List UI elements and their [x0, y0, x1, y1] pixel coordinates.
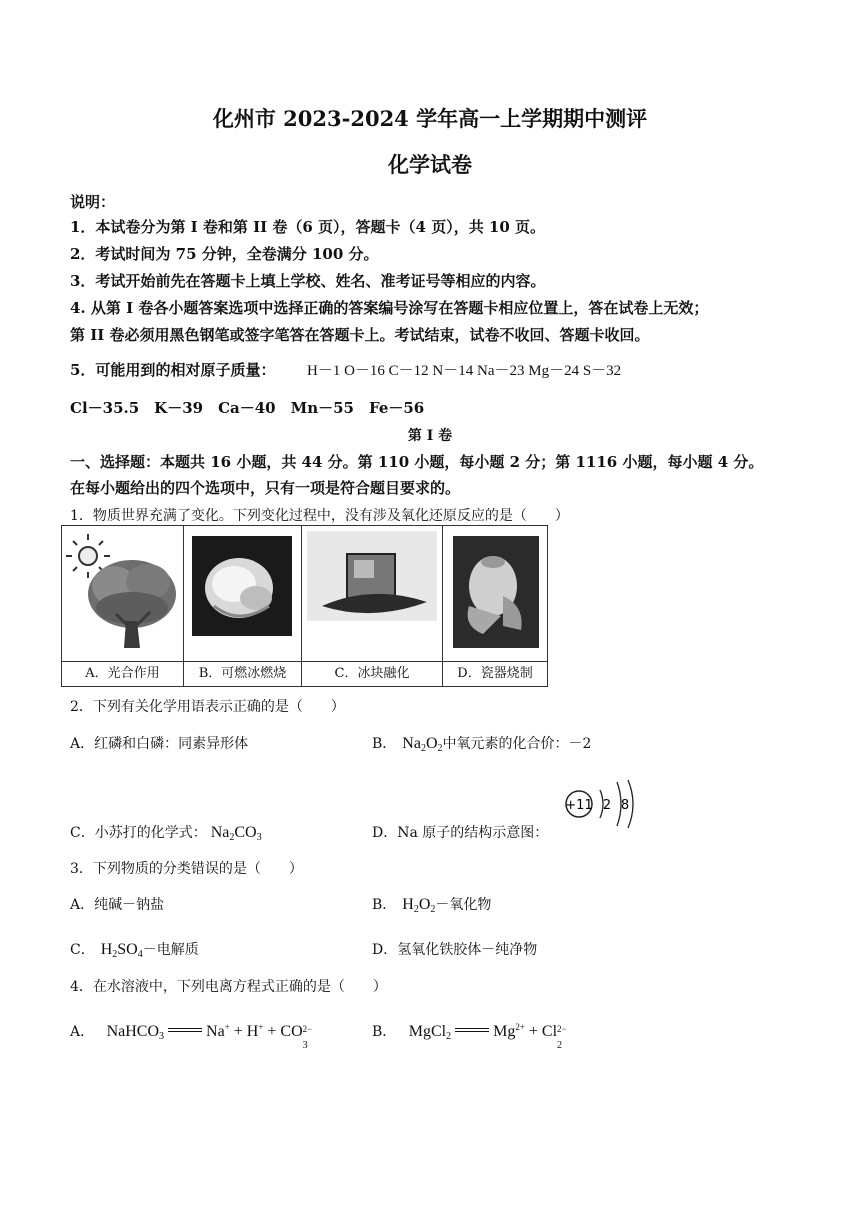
na-atom-structure-diagram [562, 776, 642, 832]
q2-option-b: B． $Na_2O_2$中氧元素的化合价：－2 [372, 735, 592, 754]
section-instructions: 一、选择题：本题共 16 小题，共 44 分。第 110 小题，每小题 2 分；第 1116 小题，每小题 4 分。 [70, 453, 764, 471]
q3-option-a: A．纯碱－钠盐 [70, 897, 165, 913]
q3-option-b: B． $H_2O_2-$氧化物 [372, 896, 492, 915]
tree-sun-image [62, 526, 183, 661]
q3-option-c: C． $H_2SO_4-$电解质 [70, 941, 199, 960]
option-a-label: A．光合作用 [85, 666, 160, 681]
note-item: 2．考试时间为 75 分钟，全卷满分 100 分。 [70, 245, 379, 263]
note-item-5-label: 5．可能用到的相对原子质量： [70, 361, 276, 379]
combustible-ice-image [184, 526, 301, 661]
question-2-stem: 2．下列有关化学用语表示正确的是（ ） [70, 699, 345, 715]
question-1-stem: 1．物质世界充满了变化。下列变化过程中，没有涉及氧化还原反应的是（ ） [70, 508, 569, 524]
q4-option-b: B． MgCl$_2$ $Mg^{2+} + Cl$ 2− 2 [372, 1022, 567, 1051]
notes-heading: 说明： [70, 193, 116, 211]
section-instructions-2: 在每小题给出的四个选项中，只有一项是符合题目要求的。 [70, 479, 461, 497]
part1-heading: 第 I 卷 [407, 428, 453, 444]
exam-title: 化州市 2023-2024 学年高一上学期期中测评 [212, 106, 648, 131]
question-1-options-table [61, 525, 548, 687]
note-item: 1．本试卷分为第 I 卷和第 II 卷（6 页），答题卡（4 页），共 10 页。 [70, 218, 546, 236]
q2-option-d: D．Na 原子的结构示意图： [372, 825, 549, 841]
tree-icon [88, 560, 176, 648]
svg-text:2: 2 [602, 798, 612, 813]
exam-subtitle: 化学试卷 [388, 152, 472, 177]
option-d-label: D．瓷器烧制 [457, 666, 533, 681]
svg-text:8: 8 [620, 798, 630, 813]
q4-option-a: A． NaHCO$_3$ Na+ + H+ + CO 2− 3 [70, 1022, 313, 1051]
svg-text:+11: +11 [565, 798, 593, 813]
option-b-label: B．可燃冰燃烧 [198, 666, 287, 681]
note-item: 4. 从第 I 卷各小题答案选项中选择正确的答案编号涂写在答题卡相应位置上，答在试卷上无效； [70, 299, 709, 317]
question-4-stem: 4．在水溶液中，下列电离方程式正确的是（ ） [70, 979, 387, 995]
option-c-label: C．冰块融化 [334, 666, 410, 681]
porcelain-image [443, 526, 547, 661]
question-3-stem: 3．下列物质的分类错误的是（ ） [70, 861, 303, 877]
atomic-masses-line2: Cl－35.5 K－39 Ca－40 Mn－55 Fe－56 [70, 399, 425, 417]
q2-option-c: C．小苏打的化学式： $Na_2CO_3$ [70, 824, 262, 843]
q2-option-a: A．红磷和白磷：同素异形体 [70, 736, 249, 752]
melting-ice-image [302, 526, 442, 661]
q3-option-d: D．氢氧化铁胶体－纯净物 [372, 942, 538, 958]
note-item: 第 II 卷必须用黑色钢笔或签字笔答在答题卡上。考试结束，试卷不收回、答题卡收回。 [70, 326, 650, 344]
note-item: 3．考试开始前先在答题卡上填上学校、姓名、准考证号等相应的内容。 [70, 272, 546, 290]
atomic-masses: H－1 O－16 C－12 N－14 Na－23 Mg－24 S－32 [307, 363, 622, 379]
